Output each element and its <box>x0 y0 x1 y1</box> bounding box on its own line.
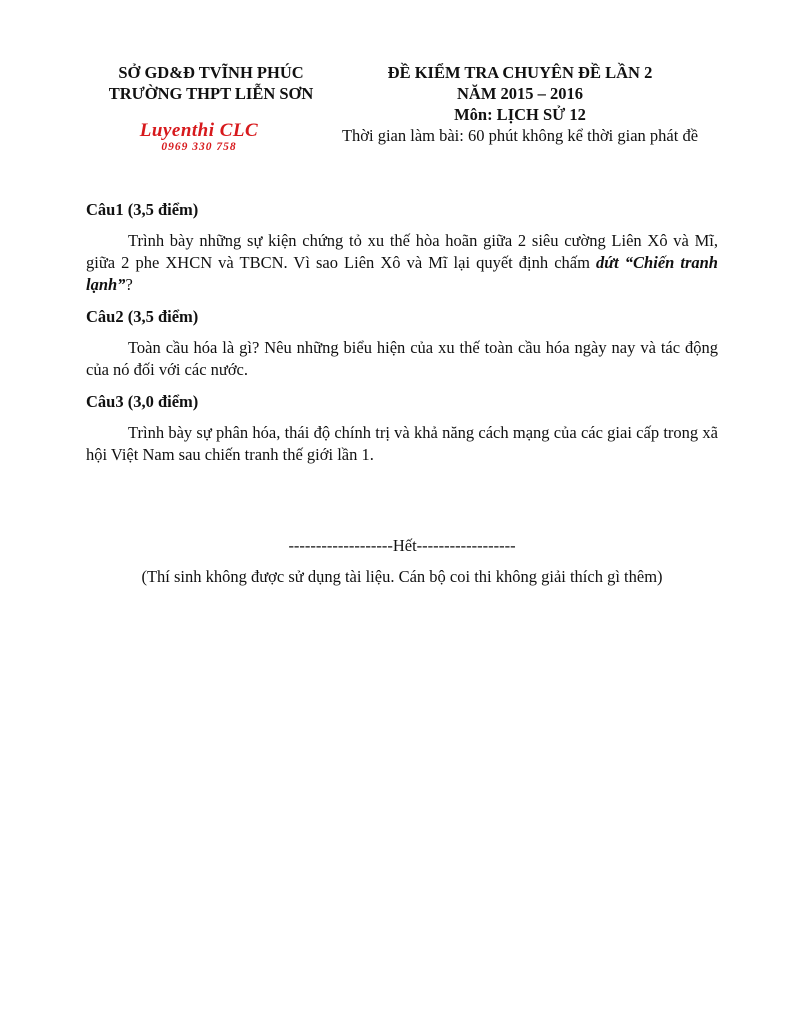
question-3-body: Trình bày sự phân hóa, thái độ chính trị và khả năng cách mạng của các giai cấp trong xã hội Việt Nam sau chiến tranh thế giới lần 1. <box>86 423 718 464</box>
question-1-body <box>86 230 718 296</box>
question-2-body: Toàn cầu hóa là gì? Nêu những biểu hiện của xu thế toàn cầu hóa ngày nay và tác động của nó đối với các nước. <box>86 338 718 379</box>
exam-subject: Môn: LỊCH SỬ 12 <box>454 105 586 124</box>
logo-brand-text: Luyenthi CLC <box>139 120 259 141</box>
exam-note: (Thí sinh không được sử dụng tài liệu. Cán bộ coi thi không giải thích gì thêm) <box>141 567 663 586</box>
luyenthi-logo <box>124 121 274 155</box>
exam-header <box>330 62 710 146</box>
question-list <box>86 199 718 476</box>
question-3-title: Câu3 (3,0 điểm) <box>86 392 199 411</box>
exam-title: ĐỀ KIỂM TRA CHUYÊN ĐỀ LẦN 2 <box>387 63 653 82</box>
exam-year: NĂM 2015 – 2016 <box>456 84 584 103</box>
exam-duration: Thời gian làm bài: 60 phút không kể thời gian phát đề <box>341 126 699 145</box>
question-1-emphasis: dứt “Chiến tranh lạnh” <box>86 253 718 294</box>
question-1-title: Câu1 (3,5 điểm) <box>86 200 199 219</box>
logo-phone-text: 0969 330 758 <box>161 141 237 153</box>
school-name: TRƯỜNG THPT LIỄN SƠN <box>108 84 314 103</box>
question-2-title: Câu2 (3,5 điểm) <box>86 307 199 326</box>
end-marker: -------------------Hết------------------ <box>288 536 516 555</box>
school-header <box>86 62 336 104</box>
question-1-text: Trình bày những sự kiện chứng tỏ xu thế hòa hoãn giữa 2 siêu cường Liên Xô và Mĩ, giữa 2 phe XHCN và TBCN. Vì sao Liên Xô và Mĩ lại quyết định chấm <box>86 231 718 272</box>
question-1-tail: ? <box>125 275 133 294</box>
department-name: SỞ GD&Đ TVĨNH PHÚC <box>118 63 304 82</box>
